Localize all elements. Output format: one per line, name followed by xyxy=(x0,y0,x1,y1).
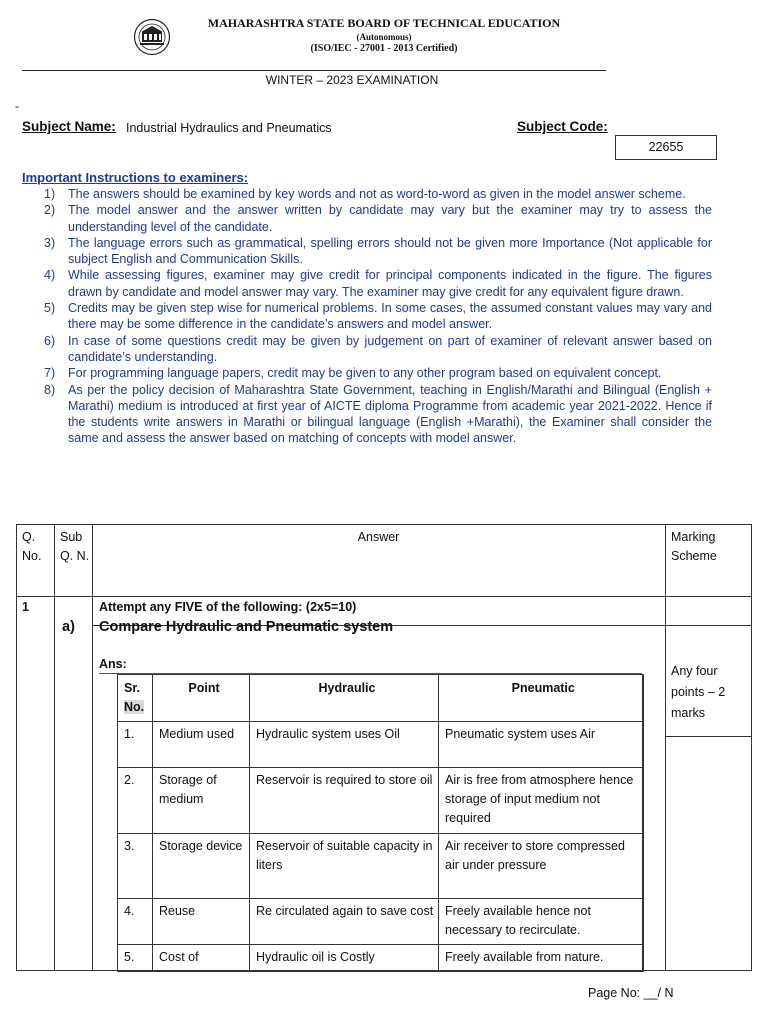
comparison-row xyxy=(118,834,643,899)
instruction-item: 1) The answers should be examined by key words and not as word-to-word as given in the model answer scheme. xyxy=(44,187,686,201)
instruction-item: 3) The language errors such as grammatical, spelling errors should not be given more Importance (Not applicable for subject English and Communication Skills. xyxy=(44,235,712,267)
header-answer: Answer xyxy=(357,530,400,544)
table-left-border xyxy=(16,524,17,971)
row-hydraulic: Hydraulic system uses Oil xyxy=(250,722,439,768)
exam-title: WINTER – 2023 EXAMINATION xyxy=(265,73,439,87)
header-q-no: Q. No. xyxy=(22,530,42,563)
table-header-divider xyxy=(16,596,752,597)
header-sub-q: Sub Q. N. xyxy=(60,530,90,563)
col-divider-subq xyxy=(92,524,93,971)
col-header-sr-no: Sr. No. xyxy=(118,675,153,722)
col-divider-qno xyxy=(54,524,55,971)
instruction-item: 5) Credits may be given step wise for numerical problems. In some cases, the assumed constant values may vary and there may be some difference in the candidate’s answers and model answer. xyxy=(44,301,712,332)
question-number: 1 xyxy=(22,600,29,614)
subject-code-label: Subject Code: xyxy=(517,119,608,134)
instruction-item: 8) As per the policy decision of Maharashtra State Government, teaching in English/Marathi and Bilingual (English + Marathi) medium is introduced at first year of AICTE diploma Programme from academic year 2021-2022. Hence if the students write answers in Marathi or bilingual language (English +Marathi), the Examiner shall consider the same and assess the answer based on matching of concepts with model answer. xyxy=(44,382,712,446)
board-autonomous: (Autonomous) xyxy=(356,32,412,42)
row-sr: 5. xyxy=(118,945,153,972)
col-divider-marking xyxy=(665,524,666,971)
answer-label: Ans: xyxy=(99,657,127,671)
comparison-table xyxy=(117,674,644,972)
instruction-item: 4) While assessing figures, examiner may give credit for principal components indicated in the figure. The figures drawn by candidate and model answer may vary. The examiner may give credit for any equivalent figure drawn. xyxy=(44,268,712,299)
row-hydraulic: Hydraulic oil is Costly xyxy=(250,945,439,972)
marking-scheme-value: Any four points – 2 marks xyxy=(671,664,726,720)
row-point: Storage device xyxy=(153,834,250,899)
col-header-hydraulic: Hydraulic xyxy=(250,675,439,722)
row-sr: 3. xyxy=(118,834,153,899)
row-hydraulic: Reservoir is required to store oil xyxy=(250,768,439,834)
comparison-row xyxy=(118,768,643,834)
row-pneumatic: Pneumatic system uses Air xyxy=(439,722,643,768)
instructions-list xyxy=(40,186,712,447)
subject-name-label: Subject Name: xyxy=(22,119,116,134)
instruction-item: 6) In case of some questions credit may be given by judgement on part of examiner of relevant answer based on candidate’s understanding. xyxy=(44,333,712,364)
row-sr: 1. xyxy=(118,722,153,768)
table-top-border xyxy=(16,524,752,525)
col-header-pneumatic: Pneumatic xyxy=(439,675,643,722)
col-header-point: Point xyxy=(153,675,250,722)
dash-mark: - xyxy=(15,99,19,113)
comparison-header-row xyxy=(118,675,643,722)
row-point: Storage of medium xyxy=(153,768,250,834)
row-pneumatic: Freely available from nature. xyxy=(439,945,643,972)
header-marking-scheme: Marking Scheme xyxy=(671,530,717,563)
row-hydraulic: Re circulated again to save cost xyxy=(250,899,439,945)
row-point: Reuse xyxy=(153,899,250,945)
marking-divider xyxy=(665,736,751,737)
header-divider xyxy=(22,70,606,71)
subject-code-value: 22655 xyxy=(615,135,717,160)
row-point: Cost of xyxy=(153,945,250,972)
subject-name-value: Industrial Hydraulics and Pneumatics xyxy=(126,121,332,135)
question-instruction: Attempt any FIVE of the following: (2x5=10) xyxy=(99,600,357,614)
sub-question-label: a) xyxy=(62,619,75,635)
row-pneumatic: Air is free from atmosphere hence storage of input medium not required xyxy=(439,768,643,834)
comparison-row xyxy=(118,899,643,945)
board-title: MAHARASHTRA STATE BOARD OF TECHNICAL EDUCATION xyxy=(207,16,561,30)
sub-question-title: Compare Hydraulic and Pneumatic system xyxy=(99,619,394,635)
instruction-item: 7) For programming language papers, credit may be given to any other program based on equivalent concept. xyxy=(44,366,662,381)
comparison-row xyxy=(118,722,643,768)
page-number: Page No: __/ N xyxy=(588,986,674,1000)
row-sr: 4. xyxy=(118,899,153,945)
row-pneumatic: Air receiver to store compressed air under pressure xyxy=(439,834,643,899)
instructions-heading: Important Instructions to examiners: xyxy=(22,170,249,185)
comparison-row xyxy=(118,945,643,972)
instruction-item: 2) The model answer and the answer written by candidate may vary but the examiner may try to assess the understanding level of the candidate. xyxy=(44,203,712,234)
row-point: Medium used xyxy=(153,722,250,768)
table-right-border xyxy=(751,524,752,971)
row-pneumatic: Freely available hence not necessary to recirculate. xyxy=(439,899,643,945)
board-certification: (ISO/IEC - 27001 - 2013 Certified) xyxy=(310,43,458,54)
row-sr: 2. xyxy=(118,768,153,834)
row-hydraulic: Reservoir of suitable capacity in liters xyxy=(250,834,439,899)
